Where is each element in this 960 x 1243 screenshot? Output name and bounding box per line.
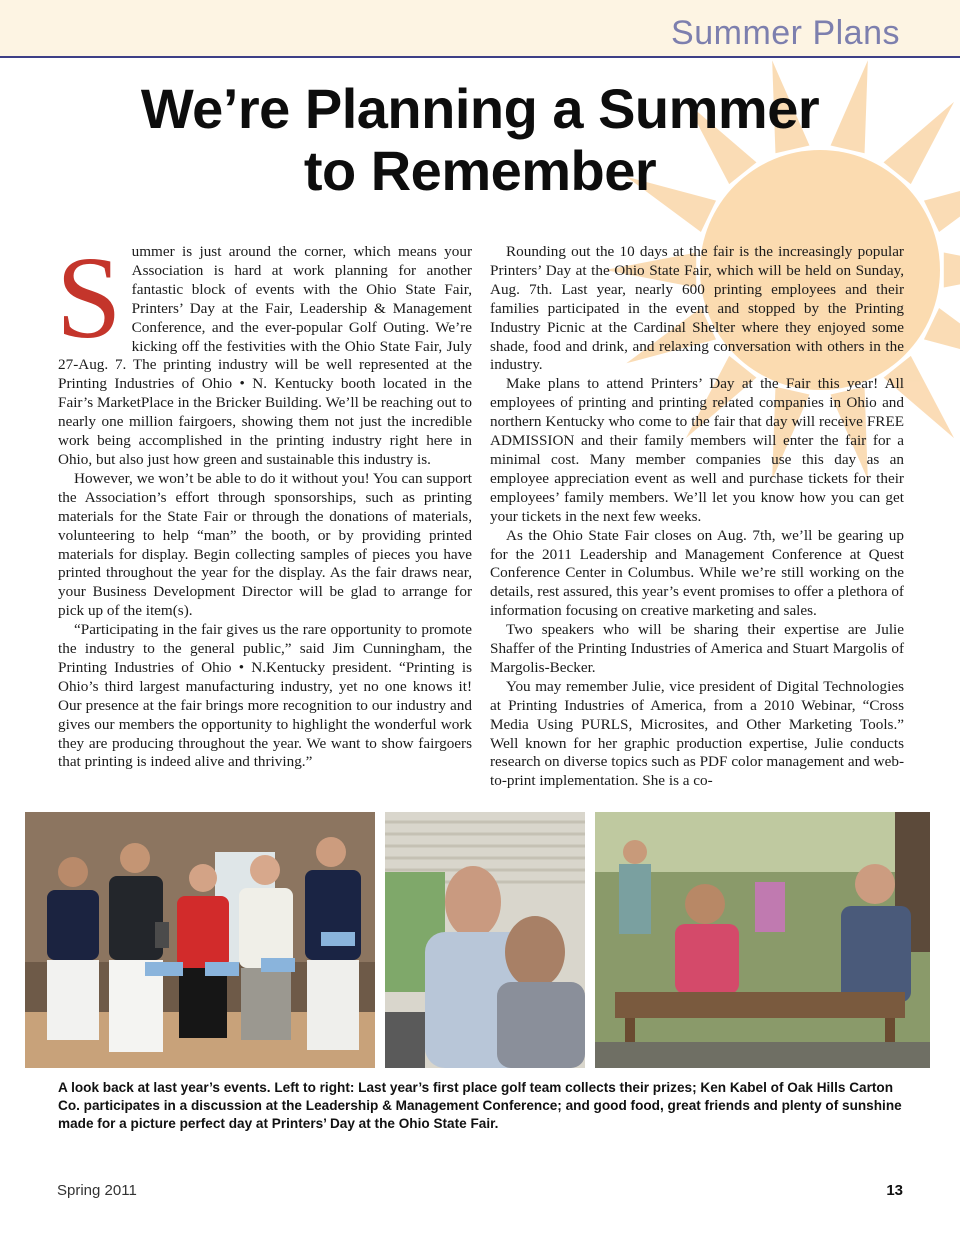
paragraph: “Participating in the fair gives us the rare opportunity to promote the industry to the general public,” said Jim Cunningham, the Printing Industries of Ohio • N.Kentucky president. “Printing is Ohio’s third largest manufacturing industry, yet no one knows it! Our presence at the fair brings more recognition to our industry and gives our members the opportunity to highlight the wonderful work they are producing throughout the year. We want to show fairgoers that printing is indeed alive and thriving.” — [58, 621, 472, 771]
title-line-2: to Remember — [303, 139, 657, 202]
sun-ray — [944, 253, 960, 288]
paragraph: Two speakers who will be sharing their expertise are Julie Shaffer of the Printing Industries of America and Stuart Margolis of Margolis-Becker. — [490, 621, 904, 676]
paragraph: However, we won’t be able to do it without you! You can support the Association’s effort through sponsorships, such as printing materials for the State Fair or through the donations of materials, volunteering to help “man” the booth, or by providing printed materials for display. Begin collecting samples of pieces you have printed throughout the year for the display. As the fair draws near, your Business Development Director will be glad to arrange for pick up of the item(s). — [58, 469, 472, 620]
title-line-1: We’re Planning a Summer — [140, 77, 820, 140]
article-title — [100, 78, 860, 202]
drop-cap: S — [56, 232, 122, 363]
paragraph: You may remember Julie, vice president of Digital Technologies at Printing Industries of America, from a 2010 Webinar, “Cross Media Using PURLS, Microsites, and Other Marketing Tools.” Well known for her graphic production expertise, Julie conducts research on diverse topics such as PDF color management and web-to-print implementation. She is a co- — [490, 677, 904, 790]
photo-caption: A look back at last year’s events. Left to right: Last year’s first place golf team collects their prizes; Ken Kabel of Oak Hills Carton Co. participates in a discussion at the Leadership & Management Conference; and good food, great friends and plenty of sunshine made for a picture perfect day at Printers’ Day at the Ohio State Fair. — [58, 1080, 902, 1131]
sun-ray — [884, 102, 955, 184]
golf-team-photo — [25, 812, 375, 1068]
photo-strip — [25, 812, 930, 1068]
printers-day-picnic-photo — [595, 812, 930, 1068]
paragraph: As the Ohio State Fair closes on Aug. 7th, we’ll be gearing up for the 2011 Leadership and Management Conference at Quest Conference Center in Columbus. While we’re still working on the details, rest assured, this year’s event promises to offer a plethora of information focusing on creative marketing and sales. — [490, 526, 904, 620]
section-label: Summer Plans — [671, 14, 900, 52]
paragraph: Rounding out the 10 days at the fair is the increasingly popular Printers’ Day at the Ohio State Fair, which will be held on Sunday, Aug. 7th. Last year, nearly 600 printing employees and their families participated in the event and stopped by the Printing Industry Picnic at the Cardinal Shelter where they enjoyed some shade, food and drink, and relaxing conversation with others in the industry. — [490, 243, 904, 374]
page-number: 13 — [886, 1182, 903, 1199]
issue-label: Spring 2011 — [57, 1182, 137, 1199]
article-column-left — [56, 232, 472, 772]
article-column-right — [490, 243, 904, 791]
paragraph: Summer is just around the corner, which means your Association is hard at work planning for another fantastic block of events with the Ohio State Fair, Printers’ Day at the Fair, Leadership & Management Conference, and the ever-popular Golf Outing. We’re kicking off the festivities with the Ohio State Fair, July 27-Aug. 7. The printing industry will be well represented at the Printing Industries of Ohio • N. Kentucky booth located in the Fair’s MarketPlace in the Bricker Building. We’ll be reaching out to nearly one million fairgoers, showing them not just the incredible work being accomplished in the printing industry right here in Ohio, but also just how green and sustainable this industry is. — [56, 232, 472, 468]
paragraph: Make plans to attend Printers’ Day at the Fair this year! All employees of printing and printing related companies in Ohio and northern Kentucky who come to the fair that day will receive FREE ADMISSION and their family members will enter the fair for a minimal cost. Many member companies use this day as an employee appreciation event as well and purchase tickets for their employees’ family members. We’ll let you know how you can get your tickets in the next few weeks. — [490, 375, 904, 525]
conference-photo — [385, 812, 585, 1068]
